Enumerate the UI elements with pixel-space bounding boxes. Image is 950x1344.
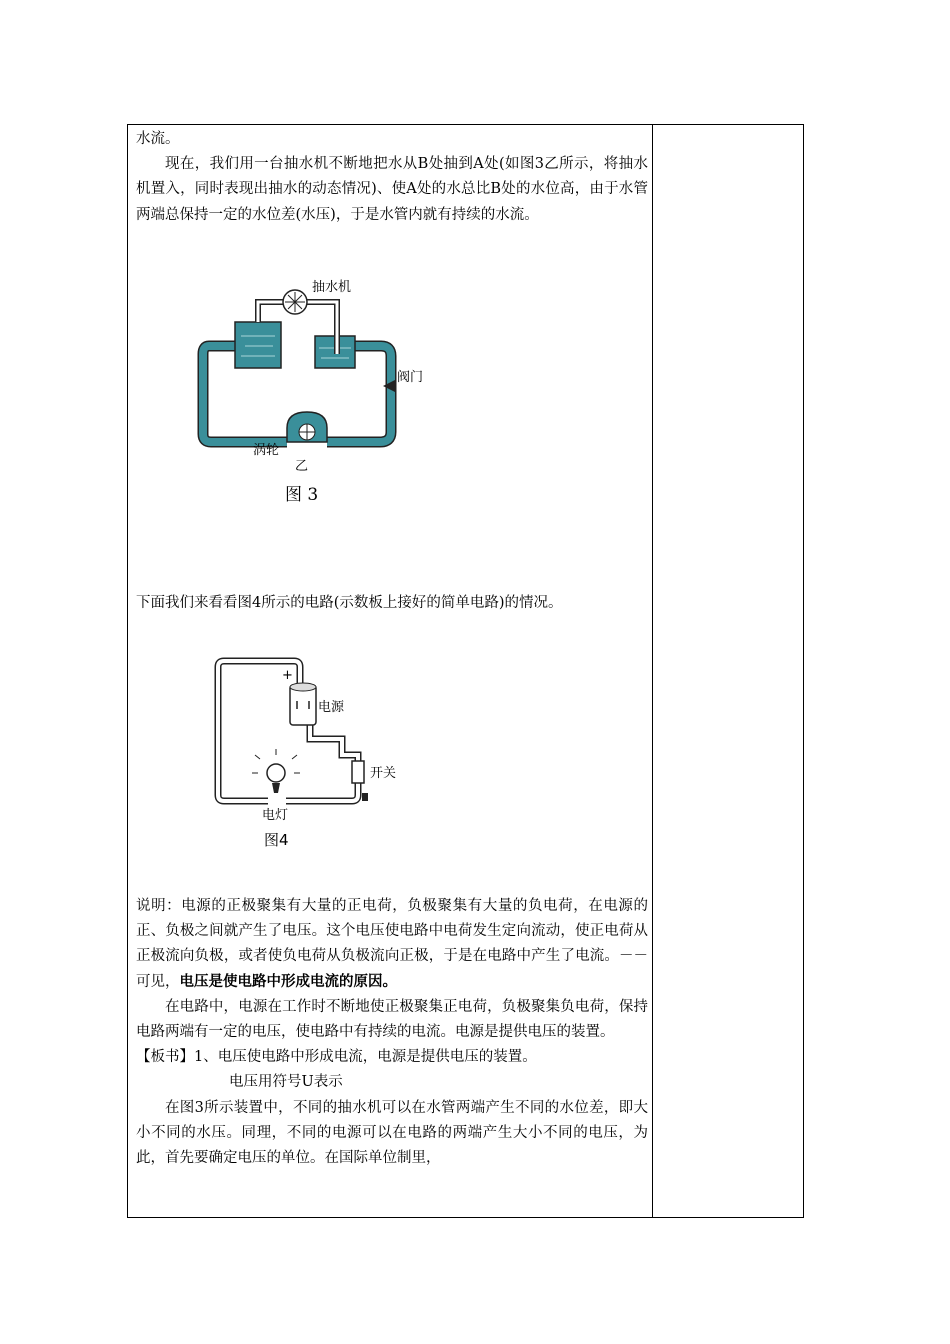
paragraph-board-note: 【板书】1、电压使电路中形成电流，电源是提供电压的装置。 <box>136 1049 537 1066</box>
figure-4-caption: 图4 <box>264 831 289 849</box>
paragraph-voltage-symbol: 电压用符号U表示 <box>229 1074 343 1091</box>
voltage-explanation-text: 说明：电源的正极聚集有大量的正电荷，负极聚集有大量的负电荷，在电源的正、负极之间就产生了电压。这个电压使电路中电荷发生定向流动，使正电荷从正极流向负极，或者使负电荷从负极流向正极，于是在电路中产生了电流。－－可见， <box>136 898 648 990</box>
figure-3-caption: 图 3 <box>285 485 319 505</box>
table-column-divider <box>652 124 653 1218</box>
paragraph-pump-explanation: 现在，我们用一台抽水机不断地把水从B处抽到A处(如图3乙所示，将抽水机置入，同时表现出抽水的动态情况)、使A处的水总比B处的水位高，由于水管两端总保持一定的水位差(水压)，于是水管内就有持续的水流。 <box>136 156 648 223</box>
pump-label: 抽水机 <box>312 280 352 295</box>
paragraph-voltage-unit: 在图3所示装置中，不同的抽水机可以在水管两端产生不同的水位差，即大小不同的水压。同理，不同的电源可以在电路的两端产生大小不同的电压，为此，首先要确定电压的单位。在国际单位制里， <box>136 1099 648 1167</box>
valve-label: 阀门 <box>397 370 424 385</box>
voltage-key-conclusion: 电压是使电路中形成电流的原因。 <box>179 973 397 990</box>
figure-3-water-circuit <box>195 276 440 511</box>
figure-4-intro <box>136 591 648 616</box>
paragraph-water-flow-end: 水流。 <box>136 131 180 147</box>
paragraph-voltage-explanation <box>136 894 648 995</box>
lamp-icon <box>267 764 285 782</box>
switch-icon <box>352 761 364 783</box>
paragraph-power-source: 在电路中，电源在工作时不断地使正极聚集正电荷，负极聚集负电荷，保持电路两端有一定的电压，使电路中有持续的电流。电源是提供电压的装置。 <box>136 998 648 1041</box>
lesson-content-cell <box>136 127 648 228</box>
paragraph-figure-4-intro: 下面我们来看看图4所示的电路(示数板上接好的简单电路)的情况。 <box>136 595 563 611</box>
lamp-label: 电灯 <box>262 808 289 823</box>
power-source-label: 电源 <box>318 700 345 715</box>
switch-label: 开关 <box>370 766 397 781</box>
tank-a <box>235 322 281 368</box>
positive-terminal-label: + <box>282 668 293 683</box>
figure-4-electric-circuit <box>212 655 412 855</box>
turbine-label: 涡轮 <box>253 443 280 458</box>
figure-3-sub-label: 乙 <box>295 459 309 474</box>
explanation-block <box>136 894 648 1171</box>
